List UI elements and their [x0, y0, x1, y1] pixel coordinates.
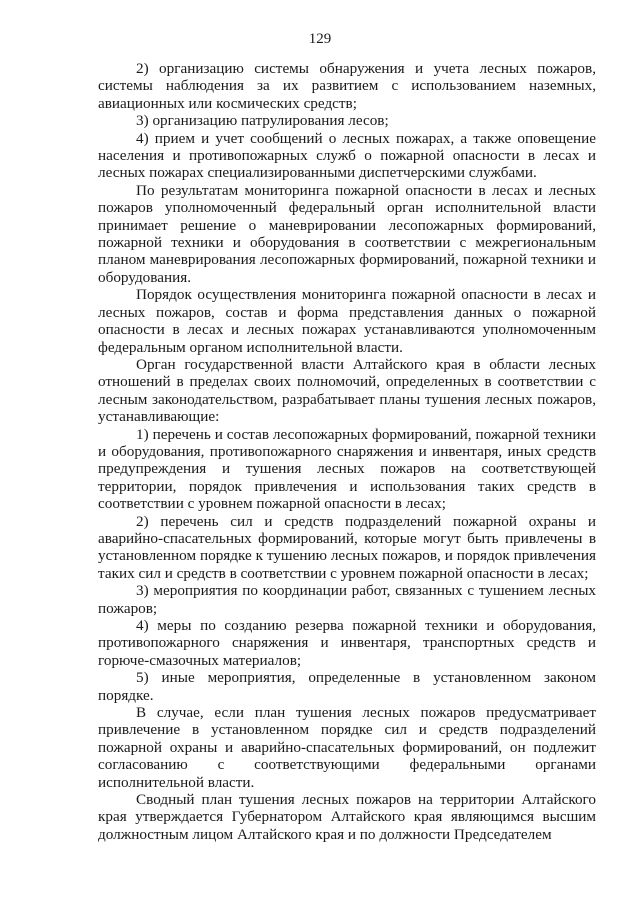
paragraph: 4) меры по созданию резерва пожарной техники и оборудования, противопожарного снаряжения и инвентаря, транспортных средств и горюче-смазочных материалов; — [98, 617, 596, 669]
paragraph: 1) перечень и состав лесопожарных формирований, пожарной техники и оборудования, противопожарного снаряжения и инвентаря, иных средств предупреждения и тушения лесных пожаров на соответствующей территории, порядок привлечения и использования таких средств в соответствии с уровнем пожарной опасности в лесах; — [98, 425, 596, 513]
paragraph: Орган государственной власти Алтайского края в области лесных отношений в пределах своих полномочий, определенных в соответствии с лесным законодательством, разрабатывает планы тушения лесных пожаров, устанавливающие: — [98, 355, 596, 426]
page-number: 129 — [308, 31, 332, 47]
paragraph: 4) прием и учет сообщений о лесных пожарах, а также оповещение населения и противопожарных служб о пожарной опасности в лесах и лесных пожарах специализированными диспетчерскими службами. — [98, 129, 596, 182]
paragraph: 2) организацию системы обнаружения и учета лесных пожаров, системы наблюдения за их развитием с использованием наземных, авиационных или космических средств; — [98, 60, 596, 112]
paragraph: 5) иные мероприятия, определенные в установленном законом порядке. — [98, 669, 596, 704]
paragraph: Сводный план тушения лесных пожаров на территории Алтайского края утверждается Губернатором Алтайского края являющимся высшим должностным лицом Алтайского края и по должности Председателем — [98, 791, 596, 843]
paragraph: 3) мероприятия по координации работ, связанных с тушением лесных пожаров; — [98, 582, 596, 617]
paragraph: В случае, если план тушения лесных пожаров предусматривает привлечение в установленном порядке сил и средств подразделений пожарной охраны и аварийно-спасательных формирований, он подлежит согласованию с соответствующими федеральными органами исполнительной власти. — [98, 704, 596, 791]
paragraph: 2) перечень сил и средств подразделений пожарной охраны и аварийно-спасательных формирований, которые могут быть привлечены в установленном порядке к тушению лесных пожаров, и порядок привлечения таких сил и средств в соответствии с уровнем пожарной опасности в лесах; — [98, 512, 596, 582]
paragraph: По результатам мониторинга пожарной опасности в лесах и лесных пожаров уполномоченный федеральный орган исполнительной власти принимает решение о маневрировании лесопожарных формирований, пожарной техники и оборудования в соответствии с межрегиональным планом маневрирования лесопожарных формирований, пожарной техники и оборудования. — [98, 181, 596, 286]
document-body — [98, 60, 596, 843]
paragraph: Порядок осуществления мониторинга пожарной опасности в лесах и лесных пожаров, состав и форма представления данных о пожарной опасности в лесах и лесных пожарах устанавливаются уполномоченным федеральным органом исполнительной власти. — [98, 286, 596, 356]
paragraph: 3) организацию патрулирования лесов; — [136, 112, 389, 130]
